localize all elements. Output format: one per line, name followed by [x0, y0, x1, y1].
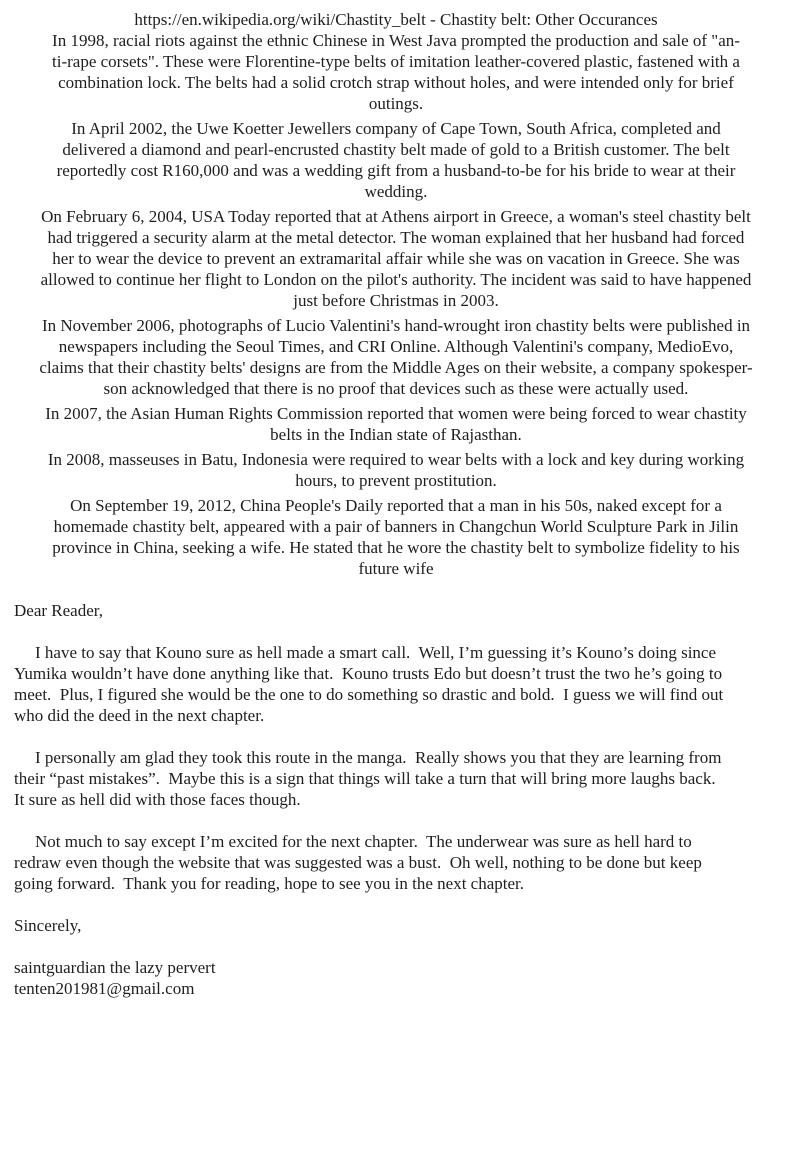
- signature-name: saintguardian the lazy pervert: [14, 958, 216, 977]
- text-line: son acknowledged that there is no proof that devices such as these were actually used.: [103, 379, 689, 398]
- letter-closing: Sincerely,: [14, 916, 82, 935]
- text-line: I personally am glad they took this route in the manga. Really shows you that they are learning from: [35, 748, 722, 767]
- text-line: province in China, seeking a wife. He stated that he wore the chastity belt to symbolize fidelity to his: [52, 538, 740, 557]
- text-line: Yumika wouldn’t have done anything like that. Kouno trusts Edo but doesn’t trust the two he’s going to: [14, 664, 723, 683]
- text-line: belts in the Indian state of Rajasthan.: [270, 425, 522, 444]
- letter-para: [14, 747, 786, 810]
- text-line: claims that their chastity belts' designs are from the Middle Ages on their website, a company spokesper-: [39, 358, 753, 377]
- text-line: going forward. Thank you for reading, hope to see you in the next chapter.: [14, 874, 525, 893]
- text-line: Not much to say except I’m excited for the next chapter. The underwear was sure as hell hard to: [35, 832, 692, 851]
- wiki-para: [5, 449, 787, 491]
- text-line: had triggered a security alarm at the metal detector. The woman explained that her husband had forced: [47, 228, 745, 247]
- text-line: just before Christmas in 2003.: [293, 291, 499, 310]
- wiki-para: [5, 206, 787, 311]
- letter-para: [14, 831, 786, 894]
- letter-signature: [14, 957, 786, 999]
- text-line: who did the deed in the next chapter.: [14, 706, 265, 725]
- text-line: meet. Plus, I figured she would be the one to do something so drastic and bold. I guess we will find out: [14, 685, 724, 704]
- text-line: her to wear the device to prevent an extramarital affair while she was on vacation in Greece. She was: [52, 249, 740, 268]
- text-line: reportedly cost R160,000 and was a wedding gift from a husband-to-be for his bride to wear at their: [56, 161, 736, 180]
- text-line: In April 2002, the Uwe Koetter Jewellers company of Cape Town, South Africa, completed and: [71, 119, 721, 138]
- text-line: hours, to prevent prostitution.: [295, 471, 497, 490]
- text-line: homemade chastity belt, appeared with a pair of banners in Changchun World Sculpture Park in Jilin: [53, 517, 739, 536]
- letter-salutation: Dear Reader,: [14, 601, 103, 620]
- text-line: allowed to continue her flight to London on the pilot's authority. The incident was said to have happened: [40, 270, 752, 289]
- text-line: I have to say that Kouno sure as hell made a smart call. Well, I’m guessing it’s Kouno’s doing since: [35, 643, 717, 662]
- text-line: On February 6, 2004, USA Today reported that at Athens airport in Greece, a woman's steel chastity belt: [41, 207, 751, 226]
- text-line: In 1998, racial riots against the ethnic Chinese in West Java prompted the production and sale of "an-: [52, 31, 740, 50]
- wiki-para: [5, 315, 787, 399]
- wiki-para: [5, 30, 787, 114]
- source-title-line: https://en.wikipedia.org/wiki/Chastity_belt - Chastity belt: Other Occurances: [134, 10, 658, 29]
- text-line: In November 2006, photographs of Lucio Valentini's hand-wrought iron chastity belts were published in: [41, 316, 751, 335]
- text-line: In 2007, the Asian Human Rights Commission reported that women were being forced to wear chastity: [45, 404, 747, 423]
- wiki-para: [5, 403, 787, 445]
- wiki-para: [5, 118, 787, 202]
- wiki-excerpt-section: [0, 9, 792, 579]
- reader-letter-section: [0, 600, 792, 999]
- text-line: ti-rape corsets". These were Florentine-type belts of imitation leather-covered plastic, fastened with a: [52, 52, 740, 71]
- signature-email: tenten201981@gmail.com: [14, 979, 195, 998]
- letter-para: [14, 642, 786, 726]
- text-line: wedding.: [364, 182, 428, 201]
- wiki-paragraphs: [5, 30, 787, 579]
- text-line: In 2008, masseuses in Batu, Indonesia were required to wear belts with a lock and key during working: [47, 450, 745, 469]
- text-line: It sure as hell did with those faces though.: [14, 790, 301, 809]
- letter-paragraphs: [14, 642, 786, 894]
- text-line: redraw even though the website that was suggested was a bust. Oh well, nothing to be done but keep: [14, 853, 702, 872]
- text-line: newspapers including the Seoul Times, and CRI Online. Although Valentini's company, MedioEvo,: [58, 337, 734, 356]
- wiki-para: [5, 495, 787, 579]
- text-line: combination lock. The belts had a solid crotch strap without holes, and were intended only for brief: [58, 73, 734, 92]
- text-line: On September 19, 2012, China People's Daily reported that a man in his 50s, naked except for a: [70, 496, 722, 515]
- text-line: future wife: [358, 559, 434, 578]
- text-line: outings.: [368, 94, 424, 113]
- text-line: delivered a diamond and pearl-encrusted chastity belt made of gold to a British customer. The belt: [62, 140, 730, 159]
- text-line: their “past mistakes”. Maybe this is a sign that things will take a turn that will bring more laughs back.: [14, 769, 716, 788]
